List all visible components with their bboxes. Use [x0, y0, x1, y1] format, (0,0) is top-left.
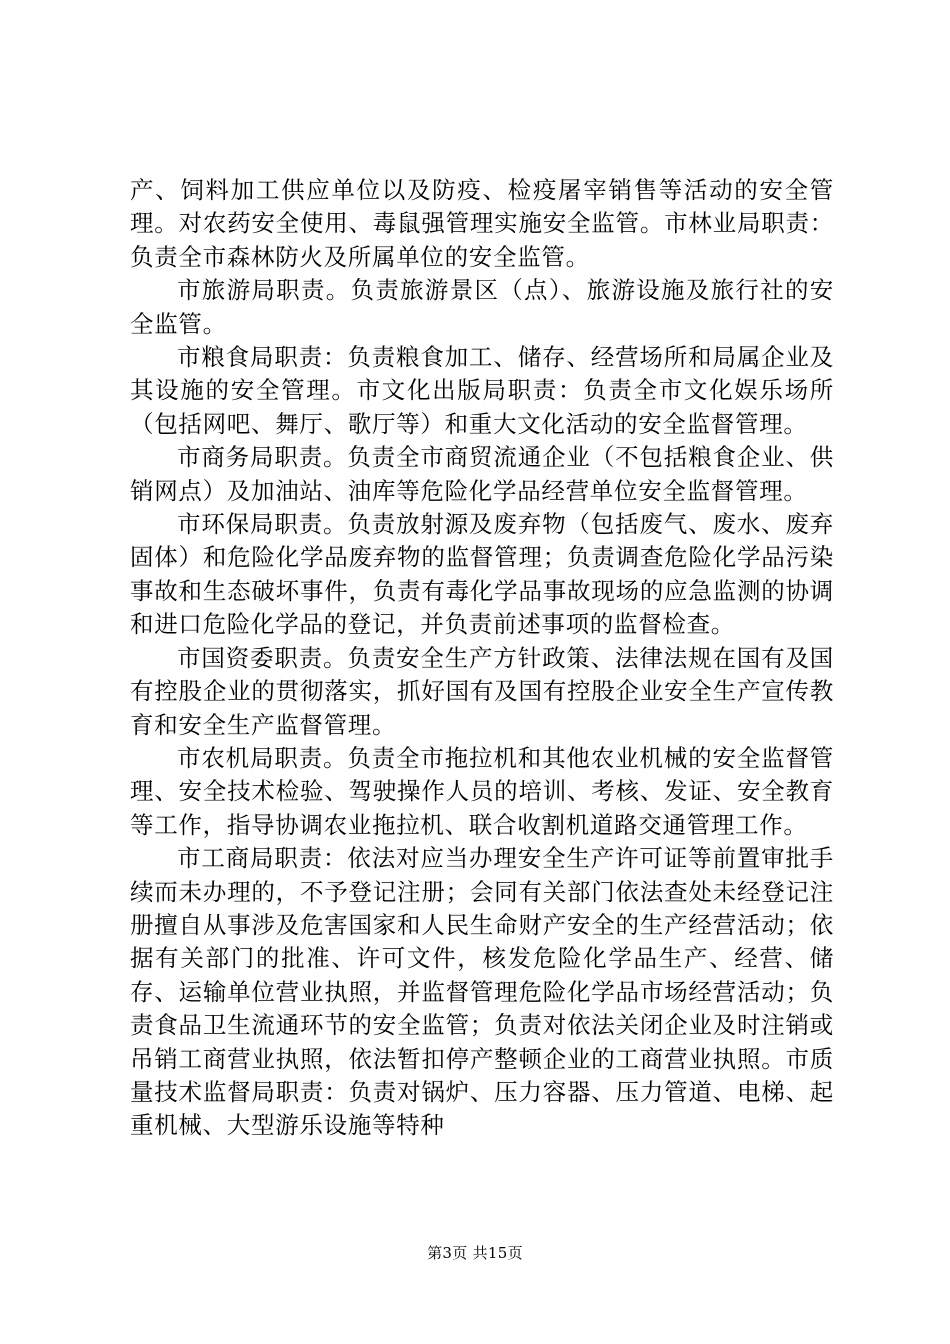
paragraph: 产、饲料加工供应单位以及防疫、检疫屠宰销售等活动的安全管理。对农药安全使用、毒鼠强管理实施安全监管。市林业局职责：负责全市森林防火及所属单位的安全监管。 — [130, 176, 834, 271]
document-body — [130, 174, 834, 1143]
paragraph: 市农机局职责。负责全市拖拉机和其他农业机械的安全监督管理、安全技术检验、驾驶操作人员的培训、考核、发证、安全教育等工作，指导协调农业拖拉机、联合收割机道路交通管理工作。 — [130, 743, 834, 839]
page-footer: 第3页 共15页 — [427, 1244, 523, 1262]
paragraph: 市工商局职责：依法对应当办理安全生产许可证等前置审批手续而未办理的，不予登记注册；会同有关部门依法查处未经登记注册擅自从事涉及危害国家和人民生命财产安全的生产经营活动；依据有关部门的批准、许可文件，核发危险化学品生产、经营、储存、运输单位营业执照，并监督管理危险化学品市场经营活动；负责食品卫生流通环节的安全监管；负责对依法关闭企业及时注销或吊销工商营业执照，依法暂扣停产整顿企业的工商营业执照。市质量技术监督局职责：负责对锅炉、压力容器、压力管道、电梯、起重机械、大型游乐设施等特种 — [130, 844, 834, 1140]
paragraph: 市旅游局职责。负责旅游景区（点）、旅游设施及旅行社的安全监管。 — [130, 276, 834, 338]
paragraph: 市环保局职责。负责放射源及废弃物（包括废气、废水、废弃固体）和危险化学品废弃物的监督管理；负责调查危险化学品污染事故和生态破坏事件，负责有毒化学品事故现场的应急监测的协调和进口危险化学品的登记，并负责前述事项的监督检查。 — [130, 510, 834, 639]
paragraph: 市粮食局职责：负责粮食加工、储存、经营场所和局属企业及其设施的安全管理。市文化出版局职责：负责全市文化娱乐场所（包括网吧、舞厅、歌厅等）和重大文化活动的安全监督管理。 — [130, 343, 834, 438]
paragraph: 市国资委职责。负责安全生产方针政策、法律法规在国有及国有控股企业的贯彻落实，抓好国有及国有控股企业安全生产宣传教育和安全生产监督管理。 — [130, 643, 834, 739]
paragraph: 市商务局职责。负责全市商贸流通企业（不包括粮食企业、供销网点）及加油站、油库等危险化学品经营单位安全监督管理。 — [130, 443, 834, 505]
